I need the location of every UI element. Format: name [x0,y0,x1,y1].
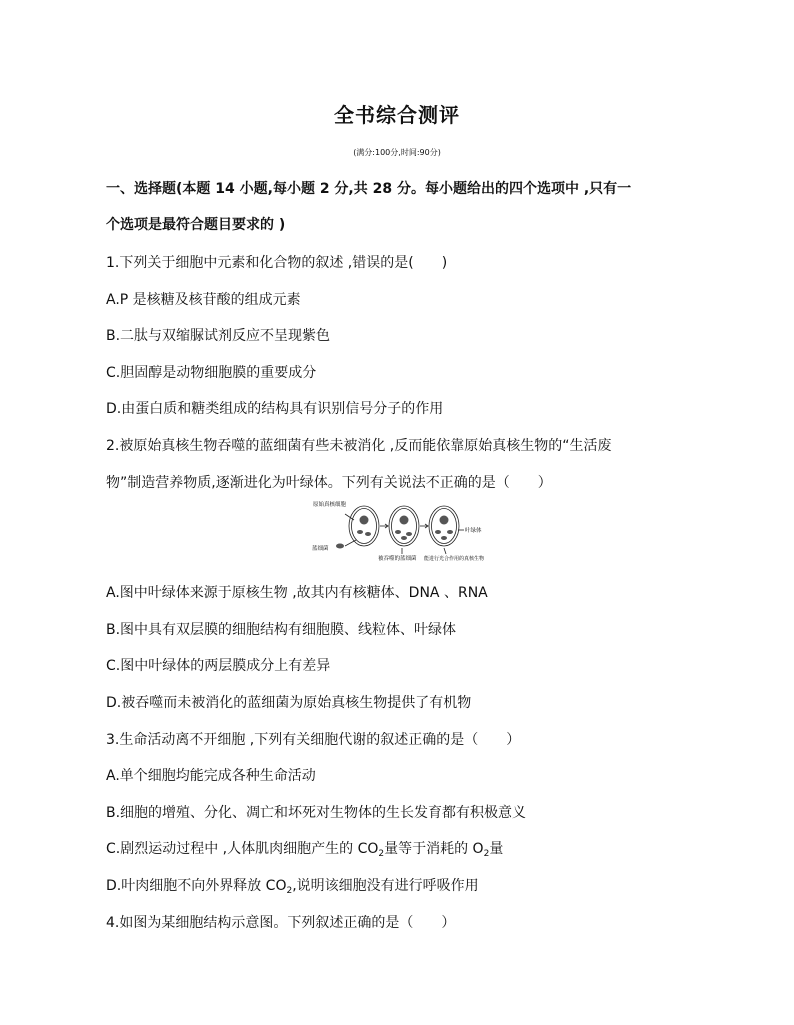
endosymbiosis-figure [312,498,487,573]
q4-stem: 4.如图为某细胞结构示意图。下列叙述正确的是（ ） [106,915,456,931]
q3-option-b: B.细胞的增殖、分化、凋亡和坏死对生物体的生长发育都有积极意义 [106,805,527,821]
q3-stem: 3.生命活动离不开细胞 ,下列有关细胞代谢的叙述正确的是（ ） [106,732,521,748]
fig-label-engulfed: 被吞噬的蓝细菌 [378,556,417,562]
q1-option-d: D.由蛋白质和糖类组成的结构具有识别信号分子的作用 [106,401,444,417]
section-heading-line2: 个选项是最符合题目要求的 ) [106,217,286,233]
q2-option-b: B.图中具有双层膜的细胞结构有细胞膜、线粒体、叶绿体 [106,622,457,638]
q1-option-a: A.P 是核糖及核苷酸的组成元素 [106,292,301,308]
q2-stem-line2: 物”制造营养物质,逐渐进化为叶绿体。下列有关说法不正确的是（ ） [106,475,552,491]
page-subtitle: (满分:100分,时间:90分) [353,148,441,157]
q1-option-c: C.胆固醇是动物细胞膜的重要成分 [106,365,317,381]
page-title: 全书综合测评 [334,103,460,127]
q2-option-a: A.图中叶绿体来源于原核生物 ,故其内有核糖体、DNA 、RNA [106,585,488,601]
q3-option-c: C.剧烈运动过程中 ,人体肌肉细胞产生的 $CO_2$量等于消耗的 $O_2$量 [106,841,504,859]
fig-label-chloroplast: 叶绿体 [465,528,482,534]
section-heading-line1: 一、选择题(本题 14 小题,每小题 2 分,共 28 分。每小题给出的四个选项中 ,只有一 [106,181,632,197]
fig-label-cyanobacteria: 蓝细菌 [312,546,329,552]
fig-label-result: 能进行光合作用的真核生物 [424,556,485,562]
q1-option-b: B.二肽与双缩脲试剂反应不呈现紫色 [106,328,331,344]
q2-option-c: C.图中叶绿体的两层膜成分上有差异 [106,658,331,674]
q1-stem: 1.下列关于细胞中元素和化合物的叙述 ,错误的是( ) [106,255,448,271]
q3-option-a: A.单个细胞均能完成各种生命活动 [106,768,316,784]
q3-option-d: D.叶肉细胞不向外界释放 $CO_2$,说明该细胞没有进行呼吸作用 [106,878,479,896]
q2-option-d: D.被吞噬而未被消化的蓝细菌为原始真核生物提供了有机物 [106,695,472,711]
q2-stem-line1: 2.被原始真核生物吞噬的蓝细菌有些未被消化 ,反而能依靠原始真核生物的“生活废 [106,438,612,454]
fig-label-host: 原始真核细胞 [313,502,347,508]
